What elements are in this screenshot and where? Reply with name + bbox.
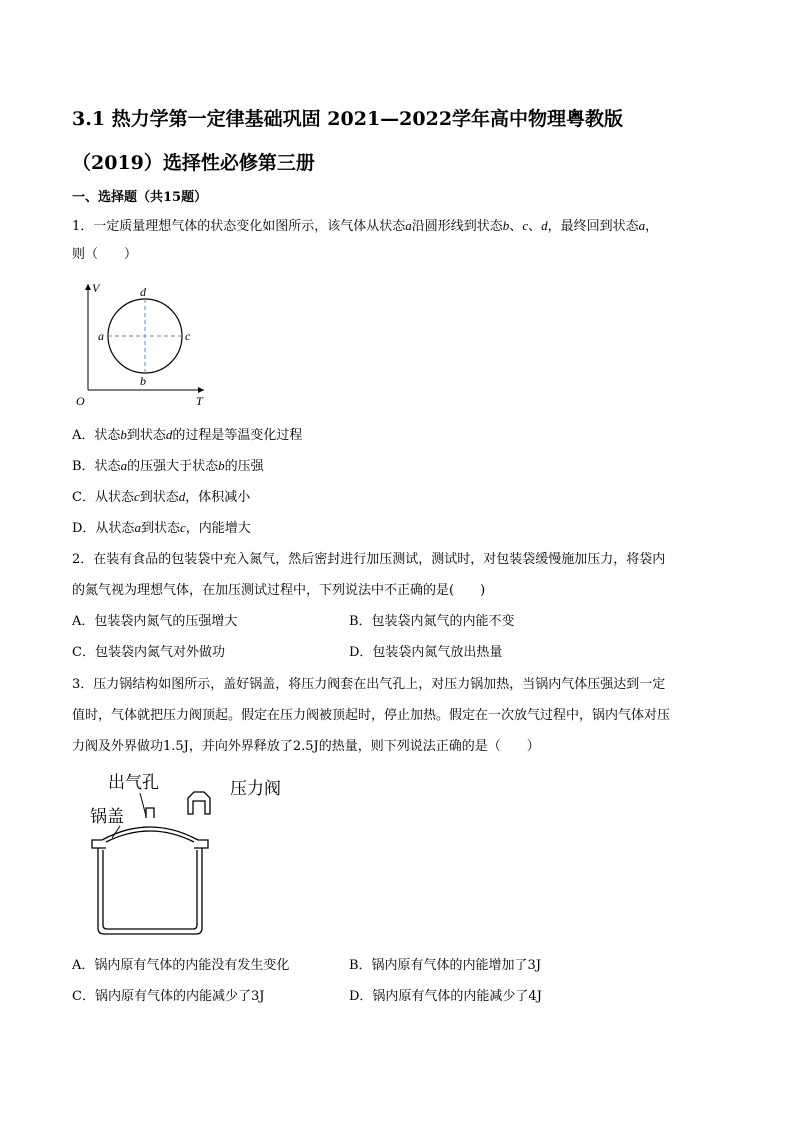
- q1-stem-line-2: 则（ ）: [72, 247, 138, 262]
- q2-option-c: C．包装袋内氮气对外做功: [72, 645, 225, 660]
- q3-stem-line-3: 力阀及外界做功1.5J，并向外界释放了2.5J的热量，则下列说法正确的是（ ）: [72, 739, 540, 754]
- q1-stem-line-1: 1．一定质量理想气体的状态变化如图所示，该气体从状态a沿圆形线到状态b、c、d，最终回到状态a，: [72, 218, 659, 234]
- lid-rim-right: [194, 840, 208, 848]
- q3-stem-line-1: 3．压力锅结构如图所示，盖好锅盖，将压力阀套在出气孔上，对压力锅加热，当锅内气体压强达到一定: [72, 677, 666, 692]
- vent-pointer: [140, 793, 146, 816]
- cooker-pot-inner: [103, 850, 197, 929]
- q3-option-b: B．锅内原有气体的内能增加了3J: [349, 958, 542, 973]
- valve-label: 压力阀: [230, 779, 281, 798]
- axis-label-t: T: [196, 394, 203, 408]
- q2-option-a: A．包装袋内氮气的压强增大: [72, 614, 238, 629]
- point-label-c: c: [185, 329, 191, 343]
- q3-stem-line-2: 值时，气体就把压力阀顶起。假定在压力阀被顶起时，停止加热。假定在一次放气过程中，锅内气体对压: [72, 708, 671, 723]
- q3-option-c: C．锅内原有气体的内能减少了3J: [72, 989, 265, 1004]
- vent-pipe: [146, 808, 154, 818]
- q2-stem-line-2: 的氮气视为理想气体，在加压测试过程中，下列说法中不正确的是( ): [72, 583, 486, 598]
- section-heading: 一、选择题（共15题）: [72, 190, 208, 205]
- point-label-d: d: [140, 285, 146, 299]
- point-label-a: a: [98, 329, 104, 343]
- axis-label-v: V: [92, 281, 100, 295]
- point-label-b: b: [140, 374, 146, 388]
- q2-option-b: B．包装袋内氮气的内能不变: [349, 614, 515, 629]
- lid-label: 锅盖: [90, 807, 124, 826]
- document-title-line-2: （2019）选择性必修第三册: [72, 152, 315, 174]
- q1-option-a: A．状态b到状态d的过程是等温变化过程: [72, 427, 303, 443]
- q1-vt-diagram: [72, 278, 222, 410]
- pressure-valve-icon: [188, 792, 210, 814]
- q3-option-a: A．锅内原有气体的内能没有发生变化: [72, 958, 290, 973]
- q2-option-d: D．包装袋内氮气放出热量: [349, 645, 503, 660]
- q1-option-c: C．从状态c到状态d，体积减小: [72, 489, 251, 505]
- cooker-pot-outer: [98, 848, 202, 934]
- q1-option-d: D．从状态a到状态c，内能增大: [72, 520, 251, 536]
- q3-pressure-cooker-diagram: [80, 768, 310, 943]
- vent-label: 出气孔: [108, 773, 159, 792]
- q1-option-b: B．状态a的压强大于状态b的压强: [72, 458, 264, 474]
- q2-stem-line-1: 2．在装有食品的包装袋中充入氮气，然后密封进行加压测试，测试时，对包装袋缓慢施加压力，将袋内: [72, 552, 666, 567]
- q3-option-d: D．锅内原有气体的内能减少了4J: [349, 989, 542, 1004]
- document-title-line-1: 3.1 热力学第一定律基础巩固 2021—2022学年高中物理粤教版: [72, 108, 624, 130]
- origin-label: O: [76, 394, 85, 408]
- lid-rim-left: [92, 840, 106, 848]
